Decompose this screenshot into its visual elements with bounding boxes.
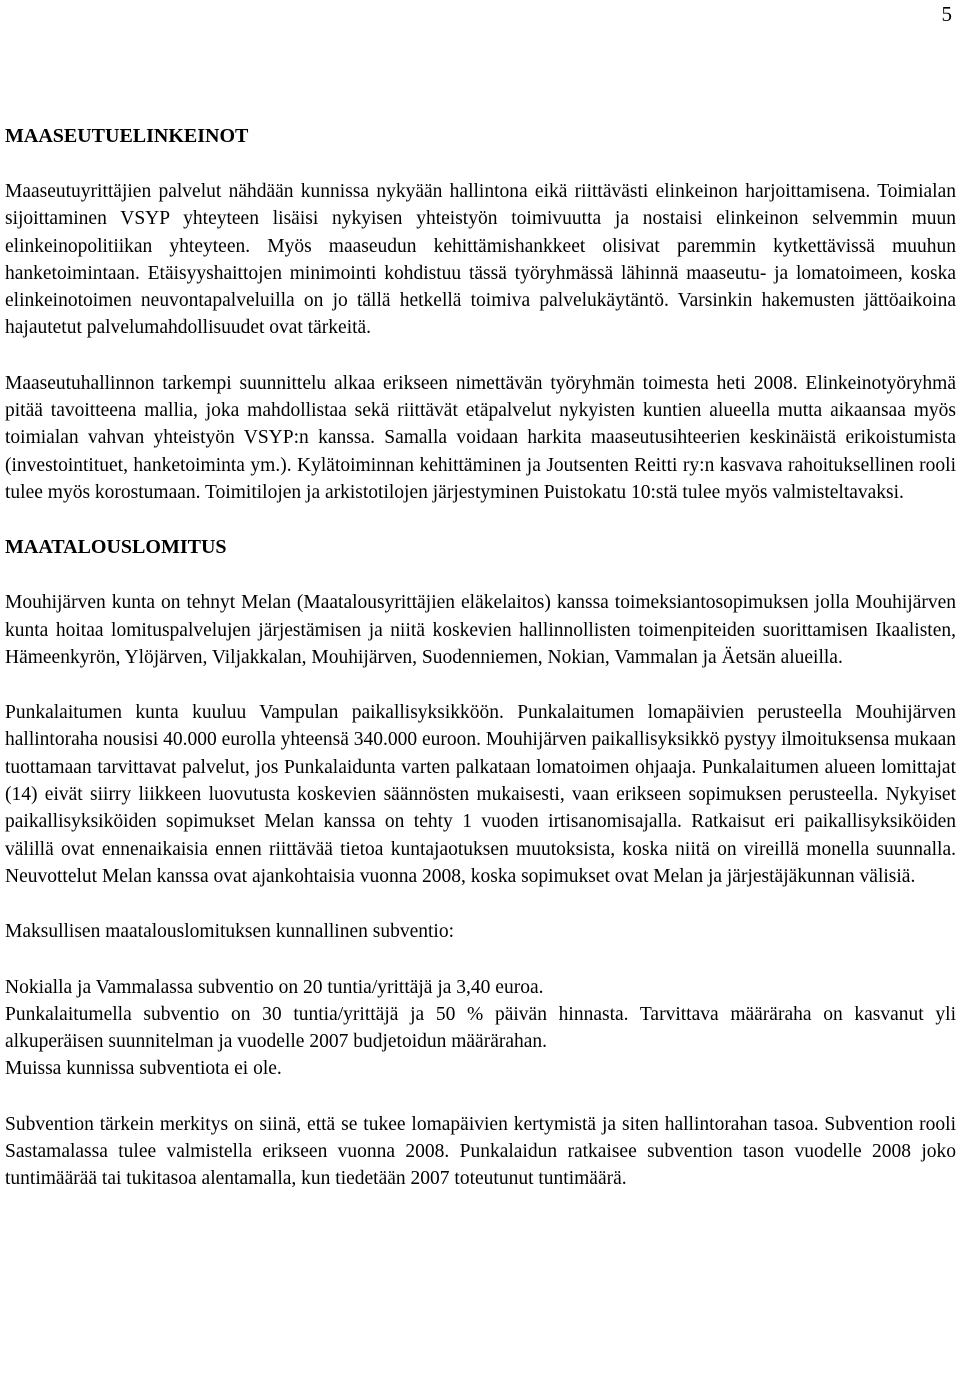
section-heading-maaseutuelinkeinot: MAASEUTUELINKEINOT — [5, 125, 249, 147]
paragraph: Mouhijärven kunta on tehnyt Melan (Maatalousyrittäjien eläkelaitos) kanssa toimeksiantosopimuksen jolla Mouhijärven kunta hoitaa lomituspalvelujen järjestämisen ja niitä koskevien hallinnollisten toimenpiteiden suorittamisen Ikaalisten, Hämeenkyrön, Ylöjärven, Viljakkalan, Mouhijärven, Suodenniemen, Nokian, Vammalan ja Äetsän alueilla. — [5, 592, 956, 668]
paragraph: Punkalaitumella subventio on 30 tuntia/yrittäjä ja 50 % päivän hinnasta. Tarvittava määräraha on kasvanut yli alkuperäisen suunnitelman ja vuodelle 2007 budjetoidun määrärahan. — [5, 1003, 956, 1053]
paragraph: Subvention tärkein merkitys on siinä, että se tukee lomapäivien kertymistä ja siten hallintorahan tasoa. Subvention rooli Sastamalassa tulee valmistella erikseen vuonna 2008. Punkalaidun ratkaisee subvention tason vuodelle 2008 joko tuntimäärää tai tukitasoa alentamalla, kun tiedetään 2007 toteutunut tuntimäärä. — [5, 1113, 956, 1190]
paragraph: Maaseutuhallinnon tarkempi suunnittelu alkaa erikseen nimettävän työryhmän toimesta heti 2008. Elinkeinotyöryhmä pitää tavoitteena mallia, joka mahdollistaa sekä riittävät etäpalvelut nykyisten kuntien alueella mutta aikaansaa myös toimialan vahvan yhteistyön VSYP:n kanssa. Samalla voidaan harkita maaseutusihteerien keskinäistä erikoistumista (investointituet, hanketoiminta ym.). Kylätoiminnan kehittäminen ja Joutsenten Reitti ry:n kasvava rahoituksellinen rooli tulee myös korostumaan. Toimitilojen ja arkistotilojen järjestyminen Puistokatu 10:stä tulee myös valmisteltavaksi. — [5, 372, 956, 503]
paragraph: Nokialla ja Vammalassa subventio on 20 tuntia/yrittäjä ja 3,40 euroa. — [5, 976, 544, 998]
page-number: 5 — [941, 2, 952, 26]
document-body — [5, 123, 956, 1193]
paragraph: Punkalaitumen kunta kuuluu Vampulan paikallisyksikköön. Punkalaitumen lomapäivien perusteella Mouhijärven hallintoraha nousisi 40.000 eurolla yhteensä 340.000 euroon. Mouhijärven paikallisyksikkö pystyy ilmoituksensa mukaan tuottamaan tarvittavat palvelut, jos Punkalaidunta varten palkataan lomatoimen ohjaaja. Punkalaitumen alueen lomittajat (14) eivät siirry liikkeen luovutusta koskevien säännösten mukaisesti, vaan erikseen sopimuksen perusteella. Nykyiset paikallisyksiköiden sopimukset Melan kanssa on tehty 1 vuoden irtisanomisajalla. Ratkaisut eri paikallisyksiköiden välillä ovat ennenaikaisia ennen riittävää tietoa kuntajaotuksen muutoksista, koska niitä on vireillä monella suunnalla. Neuvottelut Melan kanssa ovat ajankohtaisia vuonna 2008, koska sopimukset ovat Melan ja järjestäjäkunnan välisiä. — [5, 702, 957, 887]
section-heading-maatalouslomitus: MAATALOUSLOMITUS — [5, 536, 227, 559]
paragraph: Muissa kunnissa subventiota ei ole. — [5, 1058, 282, 1080]
paragraph: Maaseutuyrittäjien palvelut nähdään kunnissa nykyään hallintona eikä riittävästi elinkeinon harjoittamisena. Toimialan sijoittaminen VSYP yhteyteen lisäisi nykyisen yhteistyön toimivuutta ja nostaisi elinkeinon selvemmin muun elinkeinopolitiikan yhteyteen. Myös maaseudun kehittämishankkeet olisivat paremmin kytkettävissä muuhun hanketoimintaan. Etäisyyshaittojen minimointi kohdistuu tässä työryhmässä lähinnä maaseutu- ja lomatoimeen, koska elinkeinotoimen neuvontapalveluilla on jo tällä hetkellä toimiva palvelukäytäntö. Varsinkin hakemusten jättöaikoina hajautetut palvelumahdollisuudet ovat tärkeitä. — [5, 181, 956, 339]
paragraph: Maksullisen maatalouslomituksen kunnallinen subventio: — [5, 921, 454, 943]
